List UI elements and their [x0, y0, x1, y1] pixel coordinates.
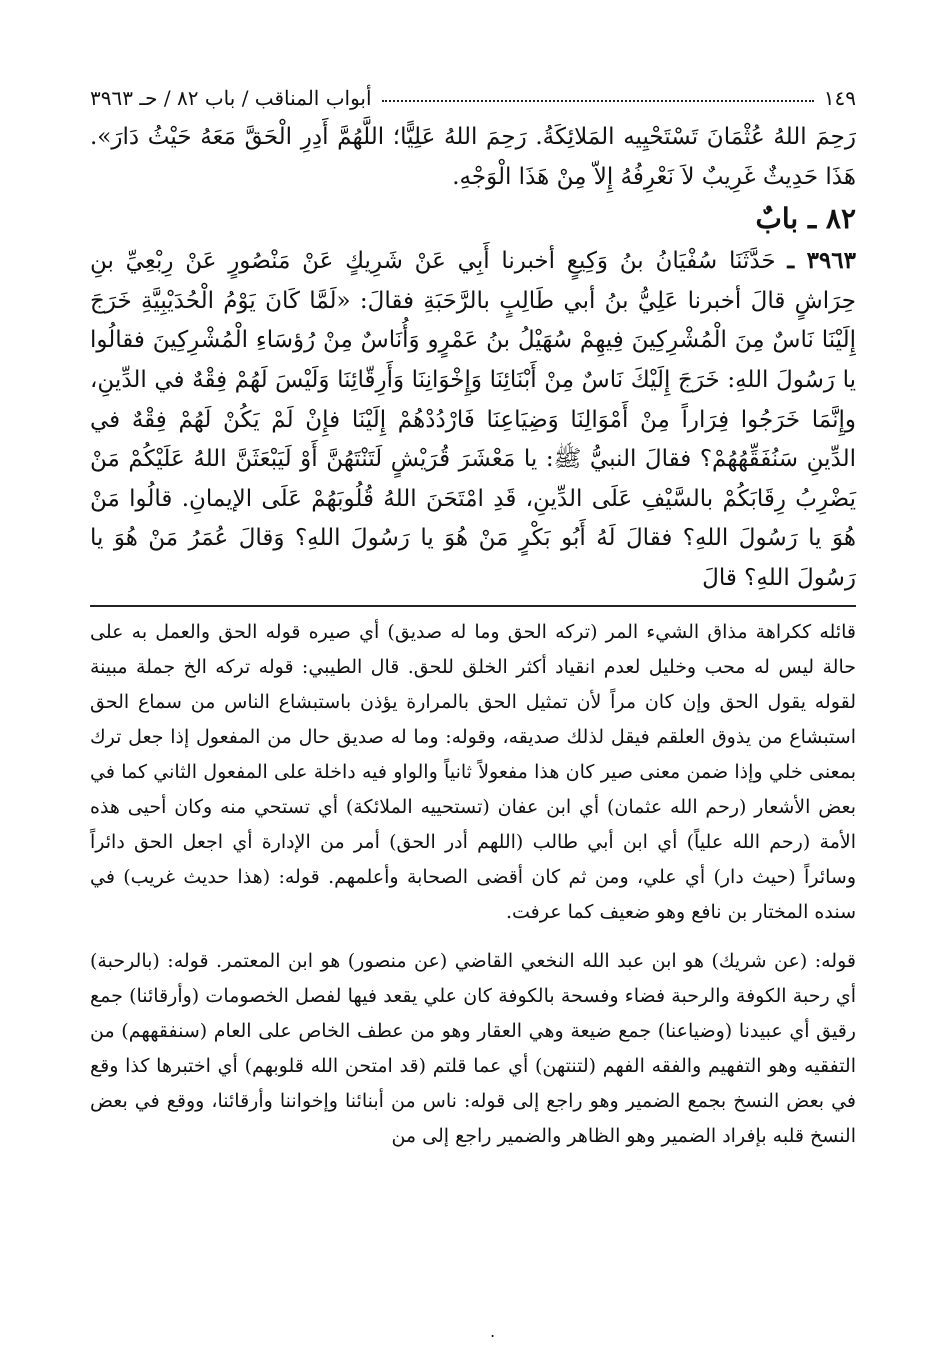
page-header [90, 78, 856, 110]
hadith-main-text [90, 118, 856, 599]
commentary-paragraph-2: قوله: (عن شريك) هو ابن عبد الله النخعي القاضي (عن منصور) هو ابن المعتمر. قوله: (بالرحبة) أي رحبة الكوفة والرحبة فضاء وفسحة بالكوفة كان علي يقعد فيها لفصل الخصومات (وأرقائنا) جمع رقيق أي عبيدنا (وضياعنا) جمع ضيعة وهي العقار وهو من عطف الخاص على العام (سنفقههم) من التفقيه وهو التفهيم والفقه الفهم (لتنتهن) أي عما قلتم (قد امتحن الله قلوبهم) أي اختبرها كذا وقع في بعض النسخ بجمع الضمير وهو راجع إلى قوله: ناس من أبنائنا وإخواننا وأرقائنا، ووقع في بعض النسخ قلبه بإفراد الضمير وهو الظاهر والضمير راجع إلى من [90, 949, 856, 1147]
footnote-divider [90, 605, 856, 607]
chapter-heading: ٨٢ ـ بابٌ [755, 202, 856, 236]
commentary-section [90, 615, 856, 1154]
footer-mark: . [490, 1322, 496, 1341]
page-number: ١٤٩ [823, 86, 856, 110]
commentary-paragraph-1: قائله ككراهة مذاق الشيء المر (تركه الحق وما له صديق) أي صيره قوله الحق والعمل به على حالة ليس له محب وخليل لعدم انقياد أكثر الخلق للحق. قال الطيبي: قوله تركه الخ جملة مبينة لقوله يقول الحق وإن كان مراً لأن تمثيل الحق بالمرارة يؤذن باستبشاع الناس من سماع الحق استبشاع من يذوق العلقم فيقل لذلك صديقه، وقوله: وما له صديق حال من المفعول إذا جعل ترك بمعنى خلي وإذا ضمن معنى صير كان هذا مفعولاً ثانياً والواو فيه داخلة على المفعول الثاني كما في بعض الأشعار (رحم الله عثمان) أي ابن عفان (تستحييه الملائكة) أي تستحي منه وكان أحيى هذه الأمة (رحم الله علياً) أي ابن أبي طالب (اللهم أدر الحق) أمر من الإدارة أي اجعل الحق دائراً وسائراً (حيث دار) أي علي، ومن ثم كان أقضى الصحابة وأعلمهم. قوله: (هذا حديث غريب) في سنده المختار بن نافع وهو ضعيف كما عرفت. [90, 620, 856, 923]
header-dotted-leader [382, 100, 814, 102]
hadith-text: حَدَّثَنَا سُفْيَانُ بنُ وَكِيعٍ أخبرنا أَبِي عَنْ شَرِيكٍ عَنْ مَنْصُورٍ عَنْ رِبْعِيِّ بنِ حِرَاشٍ قالَ أخبرنا عَلِيُّ بنُ أبي طَالِبٍ بالرَّحَبَةِ فقالَ: «لَمَّا كَانَ يَوْمُ الْحُدَيْبِيَّةِ خَرَجَ إِلَيْنَا نَاسٌ مِنَ الْمُشْرِكِينَ فِيهِمْ سُهَيْلُ بنُ عَمْرٍو وَأُنَاسٌ مِنْ رُؤسَاءِ الْمُشْرِكِينَ فقالُوا يا رَسُولَ اللهِ: خَرَجَ إِلَيْكَ نَاسٌ مِنْ أَبْنَائِنَا وَإِخْوَانِنَا وَأَرِقّائِنَا وَلَيْسَ لَهُمْ فِقْهٌ في الدِّينِ، وإِنَّمَا خَرَجُوا فِرَاراً مِنْ أَمْوَالِنَا وَضِيَاعِنَا فَارْدُدْهُمْ إِلَيْنَا فإِنْ لَمْ يَكُنْ لَهُمْ فِقْهٌ في الدِّينِ سَنُفَقِّهُهُمْ؟ فقالَ النبيُّ ﷺ: يا مَعْشَرَ قُرَيْشٍ لَتَنْتَهُنَّ أَوْ لَيَبْعَثَنَّ اللهُ عَلَيْكُمْ مَنْ يَضْرِبُ رِقَابَكُمْ بالسَّيْفِ عَلَى الدِّينِ، قَدِ امْتَحَنَ اللهُ قُلُوبَهُمْ عَلَى الإيمانِ. قالُوا مَنْ هُوَ يا رَسُولَ اللهِ؟ فقالَ لَهُ أَبُو بَكْرٍ مَنْ هُوَ يا رَسُولَ اللهِ؟ وَقالَ عُمَرُ مَنْ هُوَ يا رَسُولَ اللهِ؟ قالَ [90, 248, 856, 591]
main-paragraph-1: رَحِمَ اللهُ عُثْمَانَ تَسْتَحْيِيه المَلائِكَةُ. رَحِمَ اللهُ عَلِيًّا؛ اللَّهُمَّ أَدِرِ الْحَقَّ مَعَهُ حَيْثُ دَارَ». هَذَا حَدِيثٌ غَرِيبٌ لاَ نَعْرِفُهُ إِلاّ مِنْ هَذَا الْوَجْهِ. [90, 124, 856, 190]
hadith-paragraph [90, 241, 856, 598]
hadith-number: ٣٩٦٣ ـ [787, 247, 856, 275]
running-title: أبواب المناقب / باب ٨٢ / حـ ٣٩٦٣ [90, 86, 372, 110]
